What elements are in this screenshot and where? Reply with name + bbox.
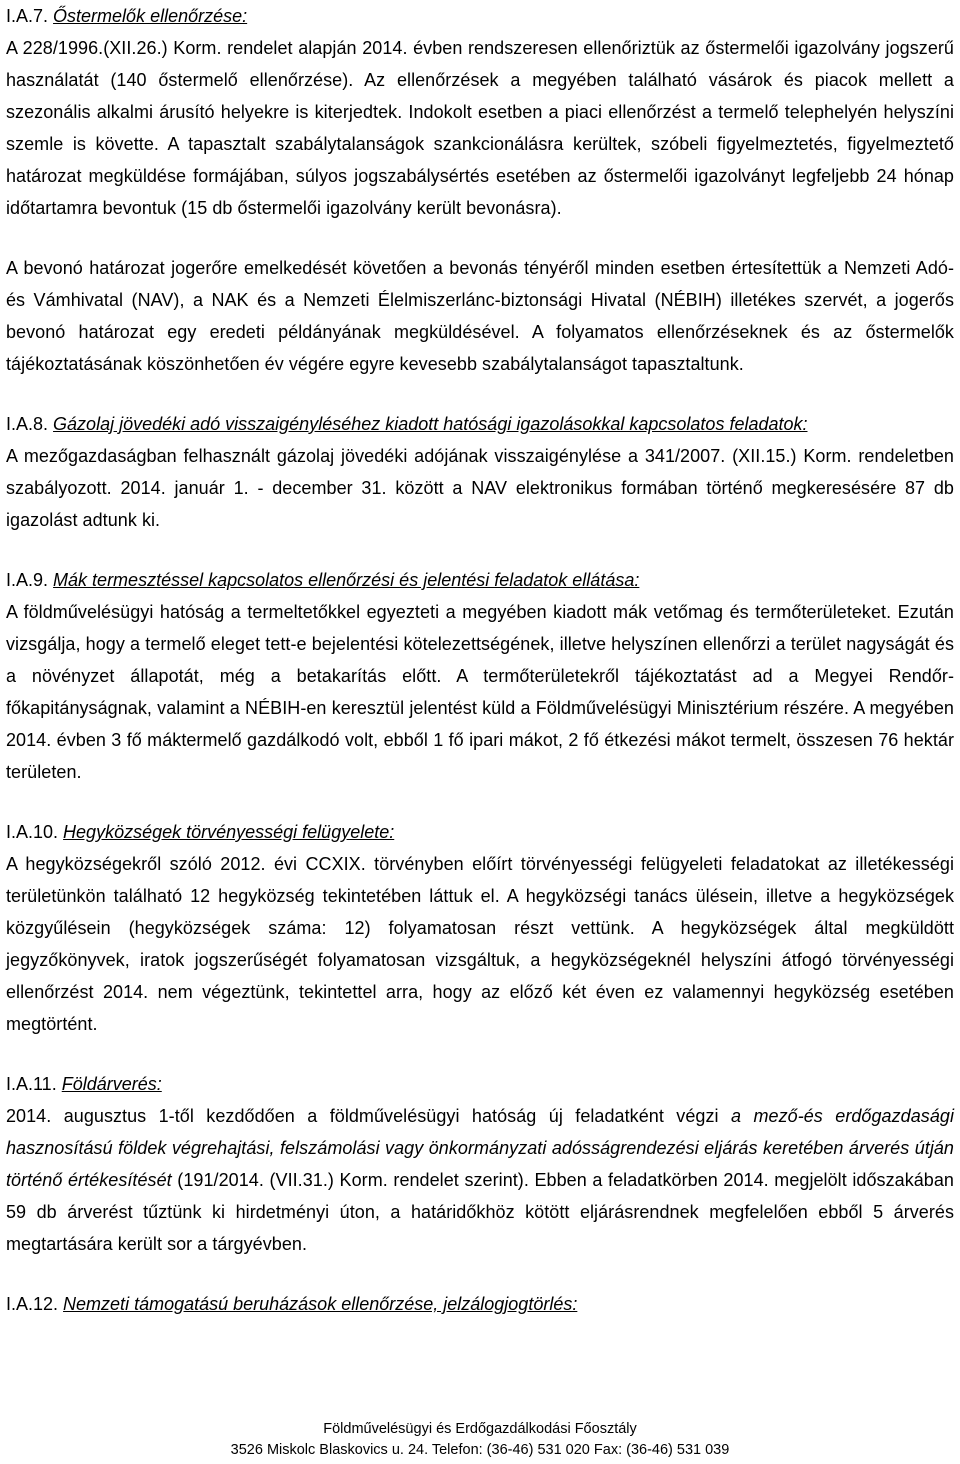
paragraph: A hegyközségekről szóló 2012. évi CCXIX. törvényben előírt törvényességi felügyeleti feladatokat az illetékességi területünkön található 12 hegyközség tekintetében láttuk el. A hegyközségi tanács ülésein, illetve a hegyközségek közgyűlésein (hegyközségek száma: 12) folyamatosan részt vettünk. A hegyközségek által megküldött jegyzőkönyvek, iratok jogszerűségét folyamatosan vizsgáltuk, a hegyközségeknél helyszíni átfogó törvényességi ellenőrzést 2014. nem végeztünk, tekintettel arra, hogy az előző két éven ez valamennyi hegyközség esetében megtörtént. bbox=[6, 854, 954, 1034]
section-ia11 bbox=[6, 1068, 954, 1260]
section-title: Mák termesztéssel kapcsolatos ellenőrzési és jelentési feladatok ellátása: bbox=[53, 570, 640, 590]
paragraph: A bevonó határozat jogerőre emelkedését követően a bevonás tényéről minden esetben értesítettük a Nemzeti Adó- és Vámhivatal (NAV), a NAK és a Nemzeti Élelmiszerlánc-biztonsági Hivatal (NÉBIH) illetékes szervét, a jogerős bevonó határozat egy eredeti példányának megküldésével. A folyamatos ellenőrzéseknek és az őstermelők tájékoztatásának köszönhetően év végére egyre kevesebb szabálytalanságot tapasztaltunk. bbox=[6, 258, 954, 374]
section-heading bbox=[6, 1068, 954, 1100]
section-ia10 bbox=[6, 816, 954, 1040]
section-number: I.A.7. bbox=[6, 6, 49, 26]
footer-address: 3526 Miskolc Blaskovics u. 24. Telefon: (36-46) 531 020 Fax: (36-46) 531 039 bbox=[230, 1442, 730, 1458]
paragraph bbox=[6, 1100, 954, 1260]
paragraph: A földművelésügyi hatóság a termeltetőkkel egyezteti a megyében kiadott mák vetőmag és termőterületeket. Ezután vizsgálja, hogy a termelő eleget tett-e bejelentési kötelezettségének, illetve helyszínen ellenőrzi a terület nagyságát és a növényzet állapotát, még a betakarítás előtt. A termőterületekről tájékoztatást ad a Megyei Rendőr-főkapitányságnak, valamint a NÉBIH-en keresztül jelentést küld a Földművelésügyi Minisztérium részére. A megyében 2014. évben 3 fő máktermelő gazdálkodó volt, ebből 1 fő ipari mákot, 2 fő étkezési mákot termelt, összesen 76 hektár területen. bbox=[6, 602, 954, 782]
section-ia7 bbox=[6, 0, 954, 380]
section-title: Hegyközségek törvényességi felügyelete: bbox=[63, 822, 395, 842]
section-heading bbox=[6, 408, 954, 440]
section-ia9 bbox=[6, 564, 954, 788]
section-title: Őstermelők ellenőrzése: bbox=[53, 6, 248, 26]
section-title: Földárverés: bbox=[61, 1074, 162, 1094]
section-number: I.A.10. bbox=[6, 822, 59, 842]
section-number: I.A.8. bbox=[6, 414, 49, 434]
paragraph: A 228/1996.(XII.26.) Korm. rendelet alapján 2014. évben rendszeresen ellenőriztük az őstermelői igazolvány jogszerű használatát (140 őstermelő ellenőrzése). Az ellenőrzések a megyében található vásárok és piacok mellett a szezonális alkalmi árusító helyekre is kiterjedtek. Indokolt esetben a piaci ellenőrzést a termelő telephelyén helyszíni szemle is követte. A tapasztalt szabálytalanságok szankcionálásra kerültek, szóbeli figyelmeztetés, figyelmeztető határozat megküldése formájában, súlyos jogszabálysértés esetében az őstermelői igazolványt legfeljebb 24 hónap időtartamra bevontuk (15 db őstermelői igazolvány került bevonásra). bbox=[6, 38, 954, 218]
section-number: I.A.11. bbox=[6, 1074, 57, 1094]
section-title: Gázolaj jövedéki adó visszaigényléséhez kiadott hatósági igazolásokkal kapcsolatos feladatok: bbox=[53, 414, 808, 434]
section-number: I.A.12. bbox=[6, 1294, 59, 1314]
section-heading bbox=[6, 564, 954, 596]
section-heading bbox=[6, 1288, 954, 1320]
footer-organization: Földművelésügyi és Erdőgazdálkodási Főosztály bbox=[323, 1421, 637, 1437]
section-ia12 bbox=[6, 1288, 954, 1320]
section-heading bbox=[6, 0, 954, 32]
section-title: Nemzeti támogatású beruházások ellenőrzése, jelzálogjogtörlés: bbox=[63, 1294, 578, 1314]
section-ia8 bbox=[6, 408, 954, 536]
paragraph-text: (191/2014. (VII.31.) Korm. rendelet szerint). Ebben a feladatkörben 2014. megjelölt időszakában 59 db árverést tűztünk ki hirdetményi úton, a határidőkhöz kötött eljárásrendnek megfelelően ebből 5 árverés megtartására került sor a tárgyévben. bbox=[6, 1170, 954, 1254]
section-number: I.A.9. bbox=[6, 570, 49, 590]
section-heading bbox=[6, 816, 954, 848]
paragraph-emphasis: a mező-és erdőgazdasági hasznosítású földek végrehajtási, felszámolási vagy önkormányzati adósságrendezési eljárás keretében árverés útján történő értékesítését bbox=[6, 1106, 954, 1190]
paragraph: A mezőgazdaságban felhasznált gázolaj jövedéki adójának visszaigénylése a 341/2007. (XII.15.) Korm. rendeletben szabályozott. 2014. január 1. - december 31. között a NAV elektronikus formában történő megkeresésére 87 db igazolást adtunk ki. bbox=[6, 446, 954, 530]
document-page bbox=[6, 0, 954, 1320]
paragraph-text: 2014. augusztus 1-től kezdődően a földművelésügyi hatóság új feladatként végzi bbox=[6, 1106, 731, 1126]
